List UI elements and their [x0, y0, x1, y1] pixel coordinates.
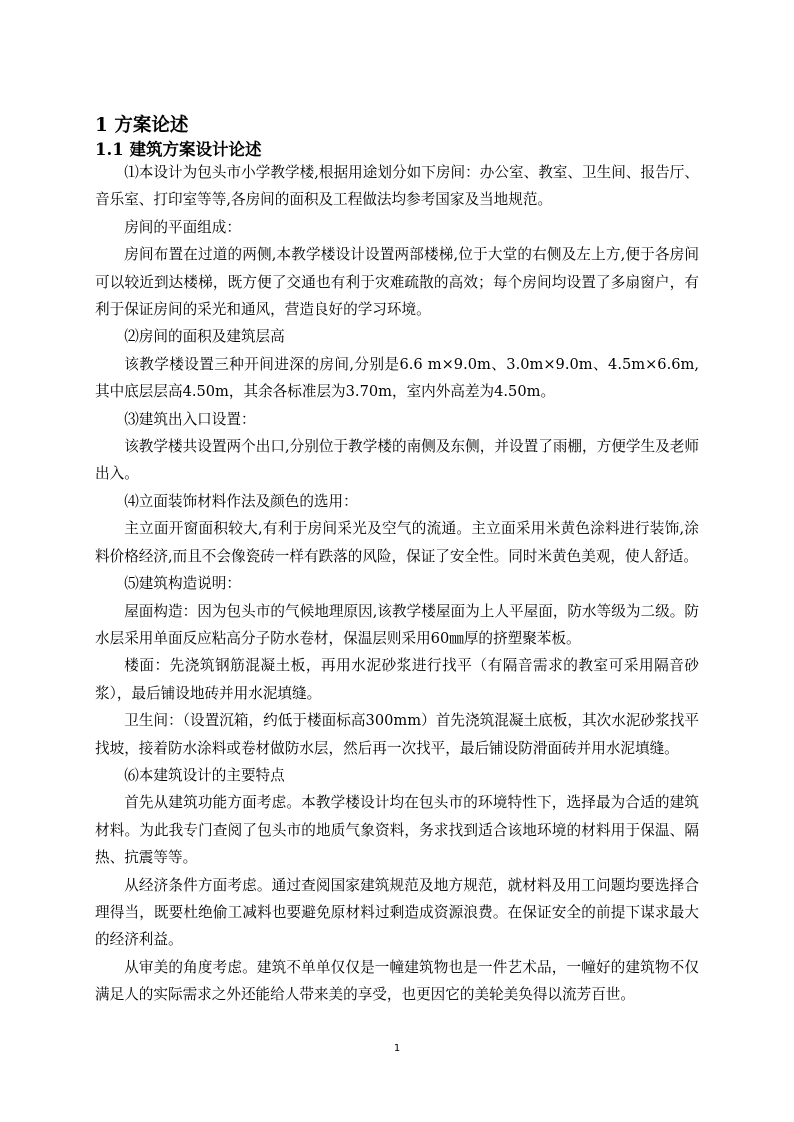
body-text [95, 159, 699, 1009]
paragraph: 该教学楼共设置两个出口,分别位于教学楼的南侧及东侧，并设置了雨棚，方便学生及老师出入。 [95, 438, 699, 483]
paragraph: 房间的平面组成： [124, 218, 241, 236]
paragraph: 楼面：先浇筑钢筋混凝土板，再用水泥砂浆进行找平（有隔音需求的教室可采用隔音砂浆），最后铺设地砖并用水泥填缝。 [95, 657, 699, 702]
paragraph: 房间布置在过道的两侧,本教学楼设计设置两部楼梯,位于大堂的右侧及左上方,便于各房间可以较近到达楼梯，既方便了交通也有利于灾难疏散的高效；每个房间均设置了多扇窗户，有利于保证房间的采光和通风，营造良好的学习环境。 [95, 246, 699, 319]
paragraph: 卫生间：（设置沉箱，约低于楼面标高300mm）首先浇筑混凝土底板，其次水泥砂浆找平找坡，接着防水涂料或卷材做防水层，然后再一次找平，最后铺设防滑面砖并用水泥填缝。 [95, 712, 699, 757]
paragraph: ⑵房间的面积及建筑层高 [124, 328, 285, 346]
subsection-heading: 1.1 建筑方案设计论述 [95, 140, 262, 159]
page-number: 1 [393, 1043, 401, 1054]
paragraph: 首先从建筑功能方面考虑。本教学楼设计均在包头市的环境特性下，选择最为合适的建筑材料。为此我专门查阅了包头市的地质气象资料，务求找到适合该地环境的材料用于保温、隔热、抗震等等。 [95, 794, 699, 867]
section-heading: 1 方案论述 [95, 115, 189, 136]
paragraph: 主立面开窗面积较大,有利于房间采光及空气的流通。主立面采用米黄色涂料进行装饰,涂料价格经济,而且不会像瓷砖一样有跌落的风险，保证了安全性。同时米黄色美观，使人舒适。 [95, 520, 699, 565]
paragraph: 从审美的角度考虑。建筑不单单仅仅是一幢建筑物也是一件艺术品，一幢好的建筑物不仅满足人的实际需求之外还能给人带来美的享受，也更因它的美轮美奂得以流芳百世。 [95, 958, 699, 1004]
paragraph: ⑶建筑出入口设置： [124, 410, 256, 428]
paragraph: 该教学楼设置三种开间进深的房间,分别是6.6 m×9.0m、3.0m×9.0m、4.5m×6.6m,其中底层层高4.50m，其余各标准层为3.70m，室内外高差为4.50m。 [95, 355, 699, 401]
paragraph: ⑹本建筑设计的主要特点 [124, 766, 285, 784]
paragraph: 屋面构造：因为包头市的气候地理原因,该教学楼屋面为上人平屋面，防水等级为二级。防水层采用单面反应粘高分子防水卷材，保温层则采用60㎜厚的挤塑聚苯板。 [95, 602, 699, 647]
paragraph: ⑴本设计为包头市小学教学楼,根据用途划分如下房间：办公室、教室、卫生间、报告厅、音乐室、打印室等等,各房间的面积及工程做法均参考国家及当地规范。 [95, 164, 699, 209]
paragraph: ⑸建筑构造说明： [124, 575, 241, 593]
paragraph: ⑷立面装饰材料作法及颜色的选用： [124, 492, 358, 510]
paragraph: 从经济条件方面考虑。通过查阅国家建筑规范及地方规范，就材料及用工问题均要选择合理得当，既要杜绝偷工减料也要避免原材料过剩造成资源浪费。在保证安全的前提下谋求最大的经济利益。 [95, 876, 699, 949]
